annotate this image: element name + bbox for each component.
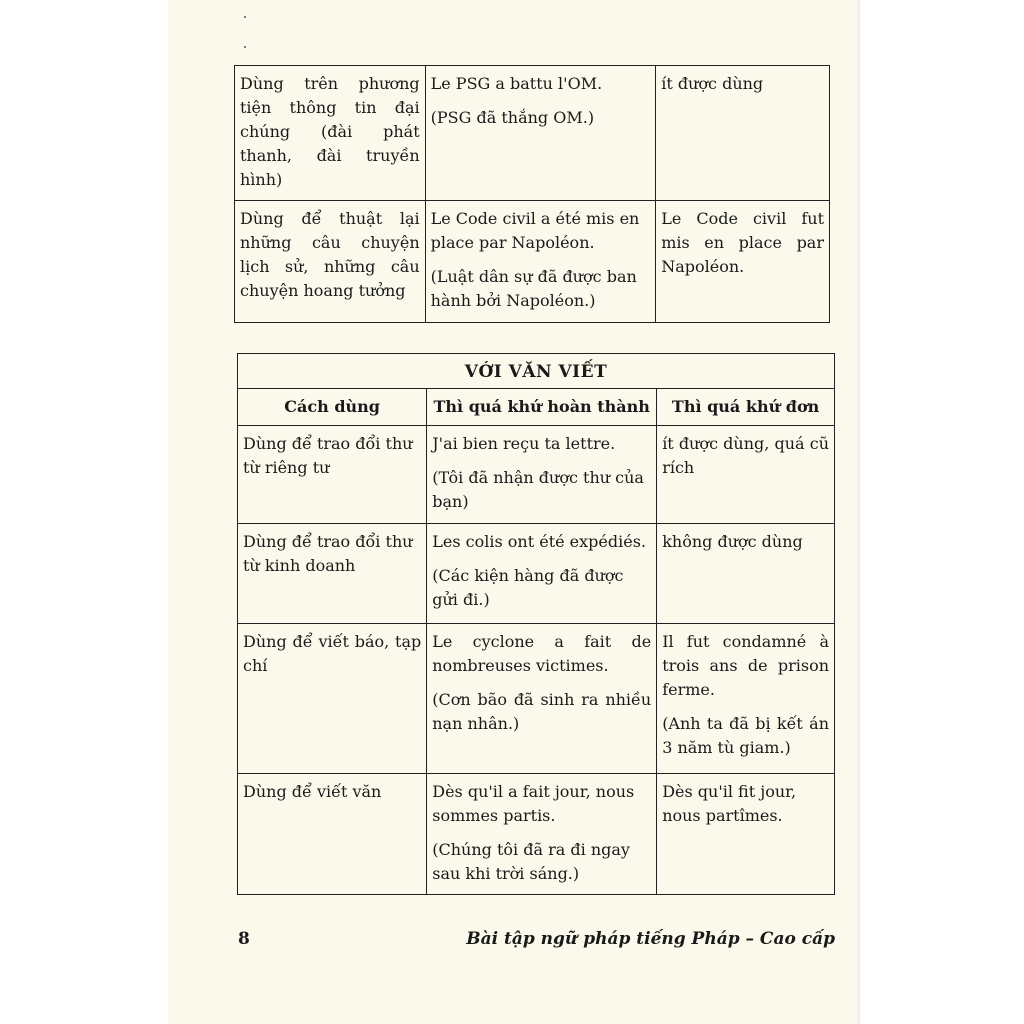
translation: (Các kiện hàng đã được gửi đi.) [432,566,624,609]
french-example: Il fut condamné à trois ans de prison ferme. [662,632,829,699]
simple-cell: ít được dùng [656,66,830,201]
translation: (Cơn bão đã sinh ra nhiều nạn nhân.) [432,690,652,733]
simple-cell [657,624,835,774]
compose-cell [425,201,656,323]
french-example: Les colis ont été expédiés. [432,532,646,551]
simple-cell: Dès qu'il fit jour, nous partîmes. [657,774,835,895]
compose-cell [427,426,657,524]
translation: (Chúng tôi đã ra đi ngay sau khi trời sáng.) [432,840,630,883]
table-row [238,426,835,524]
speck [244,16,246,18]
usage-cell: Dùng để trao đổi thư từ riêng tư [238,426,427,524]
french-example: Le PSG a battu l'OM. [430,74,603,93]
usage-table-spoken [234,65,830,323]
usage-cell: Dùng để trao đổi thư từ kinh doanh [238,524,427,624]
table-title: VỚI VĂN VIẾT [238,354,835,389]
page-number: 8 [238,929,250,949]
translation: (Tôi đã nhận được thư của bạn) [432,468,644,511]
simple-cell: ít được dùng, quá cũ rích [657,426,835,524]
compose-cell [427,624,657,774]
translation: (PSG đã thắng OM.) [430,108,595,127]
translation: (Luật dân sự đã được ban hành bởi Napoléon.) [430,267,637,310]
column-header: Cách dùng [238,389,427,426]
usage-table-written [237,353,835,895]
table-title-row [238,354,835,389]
usage-cell: Dùng để viết báo, tạp chí [238,624,427,774]
simple-cell: không được dùng [657,524,835,624]
usage-cell: Dùng để viết văn [238,774,427,895]
speck [244,46,246,48]
french-example: J'ai bien reçu ta lettre. [432,434,616,453]
usage-cell: Dùng trên phương tiện thông tin đại chúng (đài phát thanh, đài truyền hình) [235,66,426,201]
french-example: Le Code civil a été mis en place par Napoléon. [430,209,640,252]
table-row [235,201,830,323]
compose-cell [427,774,657,895]
usage-cell: Dùng để thuật lại những câu chuyện lịch sử, những câu chuyện hoang tưởng [235,201,426,323]
compose-cell [427,524,657,624]
simple-cell: Le Code civil fut mis en place par Napoléon. [656,201,830,323]
table-row [238,524,835,624]
french-example: Dès qu'il a fait jour, nous sommes partis. [432,782,635,825]
compose-cell [425,66,656,201]
table-row [238,774,835,895]
table-row [235,66,830,201]
table-header-row [238,389,835,426]
column-header: Thì quá khứ đơn [657,389,835,426]
translation: (Anh ta đã bị kết án 3 năm tù giam.) [662,714,829,757]
french-example: Le cyclone a fait de nombreuses victimes. [432,632,652,675]
table-row [238,624,835,774]
book-title: Bài tập ngữ pháp tiếng Pháp – Cao cấp [466,929,835,949]
column-header: Thì quá khứ hoàn thành [427,389,657,426]
